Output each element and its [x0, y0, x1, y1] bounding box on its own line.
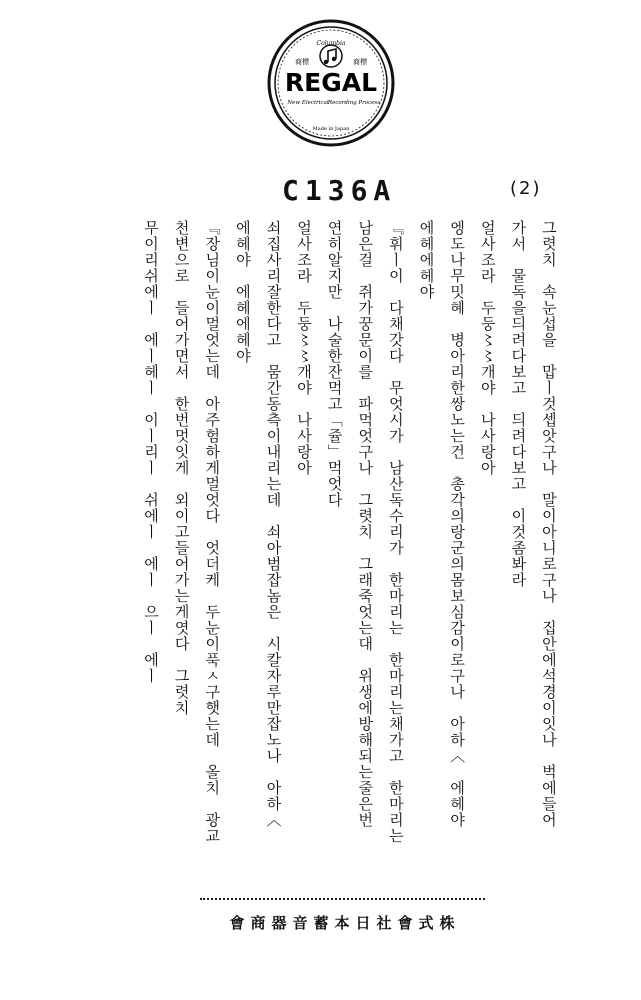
svg-text:Recording Process: Recording Process — [327, 100, 381, 106]
lyric-line: 에헤에헤야 — [417, 220, 436, 300]
catalog-number: C136A — [282, 174, 397, 207]
svg-text:商標: 商標 — [353, 58, 367, 66]
lyric-line: 얼사조라 두둥〻〻개야 나사랑아 — [295, 220, 314, 476]
lyric-line: 얼사조라 두둥〻〻개야 나사랑아 — [478, 220, 497, 476]
lyric-line: 엥도나무밋혜 병아리한쌍노는건 총각의랑군의몸보심감이로구나 아하〈 에헤야 — [448, 220, 467, 828]
svg-text:New Electrical: New Electrical — [287, 100, 329, 106]
lyric-line: 천변으로 들어가면서 한번멋잇게 외이고들어가는게엿다 그렷치 — [172, 220, 191, 716]
svg-text:商標: 商標 — [295, 58, 309, 66]
lyric-line: 남은걸 쥐가꿍문이를 파먹엇구나 그렷치 그래죽엇는대 위생에방해되는줄은번 — [356, 220, 375, 828]
svg-text:Made in Japan: Made in Japan — [312, 126, 350, 132]
svg-text:REGAL: REGAL — [284, 68, 378, 97]
page-number: (2) — [510, 178, 542, 199]
lyric-line: 쇠집사리잘한다고 뭄간동측이내리는데 쇠아범잡놈은 시칼자루만잡노나 아하〈 — [264, 220, 283, 828]
music-note-icon — [320, 45, 342, 67]
lyrics-body — [140, 220, 560, 870]
footer-divider — [200, 898, 485, 900]
lyric-line: 그렷치 속눈섭을 맙ㅣ것셉앗구나 말이아니로구나 집안에석경이잇나 벅에들어 — [539, 220, 558, 828]
company-name: 株式會社日本蓄音器商會 — [229, 914, 461, 932]
lyric-line: 가서 물독을듸려다보고 듸려다보고 이것좀봐라 — [509, 220, 528, 588]
lyric-line: 『장님이눈이멀엇는데 아주험하게멀엇다 엇더케 두눈이푹ㅅ구햇는데 올치 광교 — [203, 220, 222, 844]
lyric-line: 에헤야 에헤에헤야 — [233, 220, 252, 364]
regal-logo-badge — [266, 18, 396, 148]
lyric-line: 무이리쉬에ㅣ 에ㅣ헤ㅣ 이ㅣ리ㅣ 쉬에ㅣ 에ㅣ 으ㅣ 에ㅣ — [142, 220, 160, 684]
lyric-line: 연히알지만 나술한잔먹고「쥴」먹엇다 — [325, 220, 344, 508]
lyric-line: 『휘ㅣ이 다채갓다 무엇시가 남산독수리가 한마리는 한마리는채가고 한마리는 — [386, 220, 405, 844]
regal-logo — [266, 18, 396, 148]
svg-text:Columbia: Columbia — [316, 40, 346, 47]
